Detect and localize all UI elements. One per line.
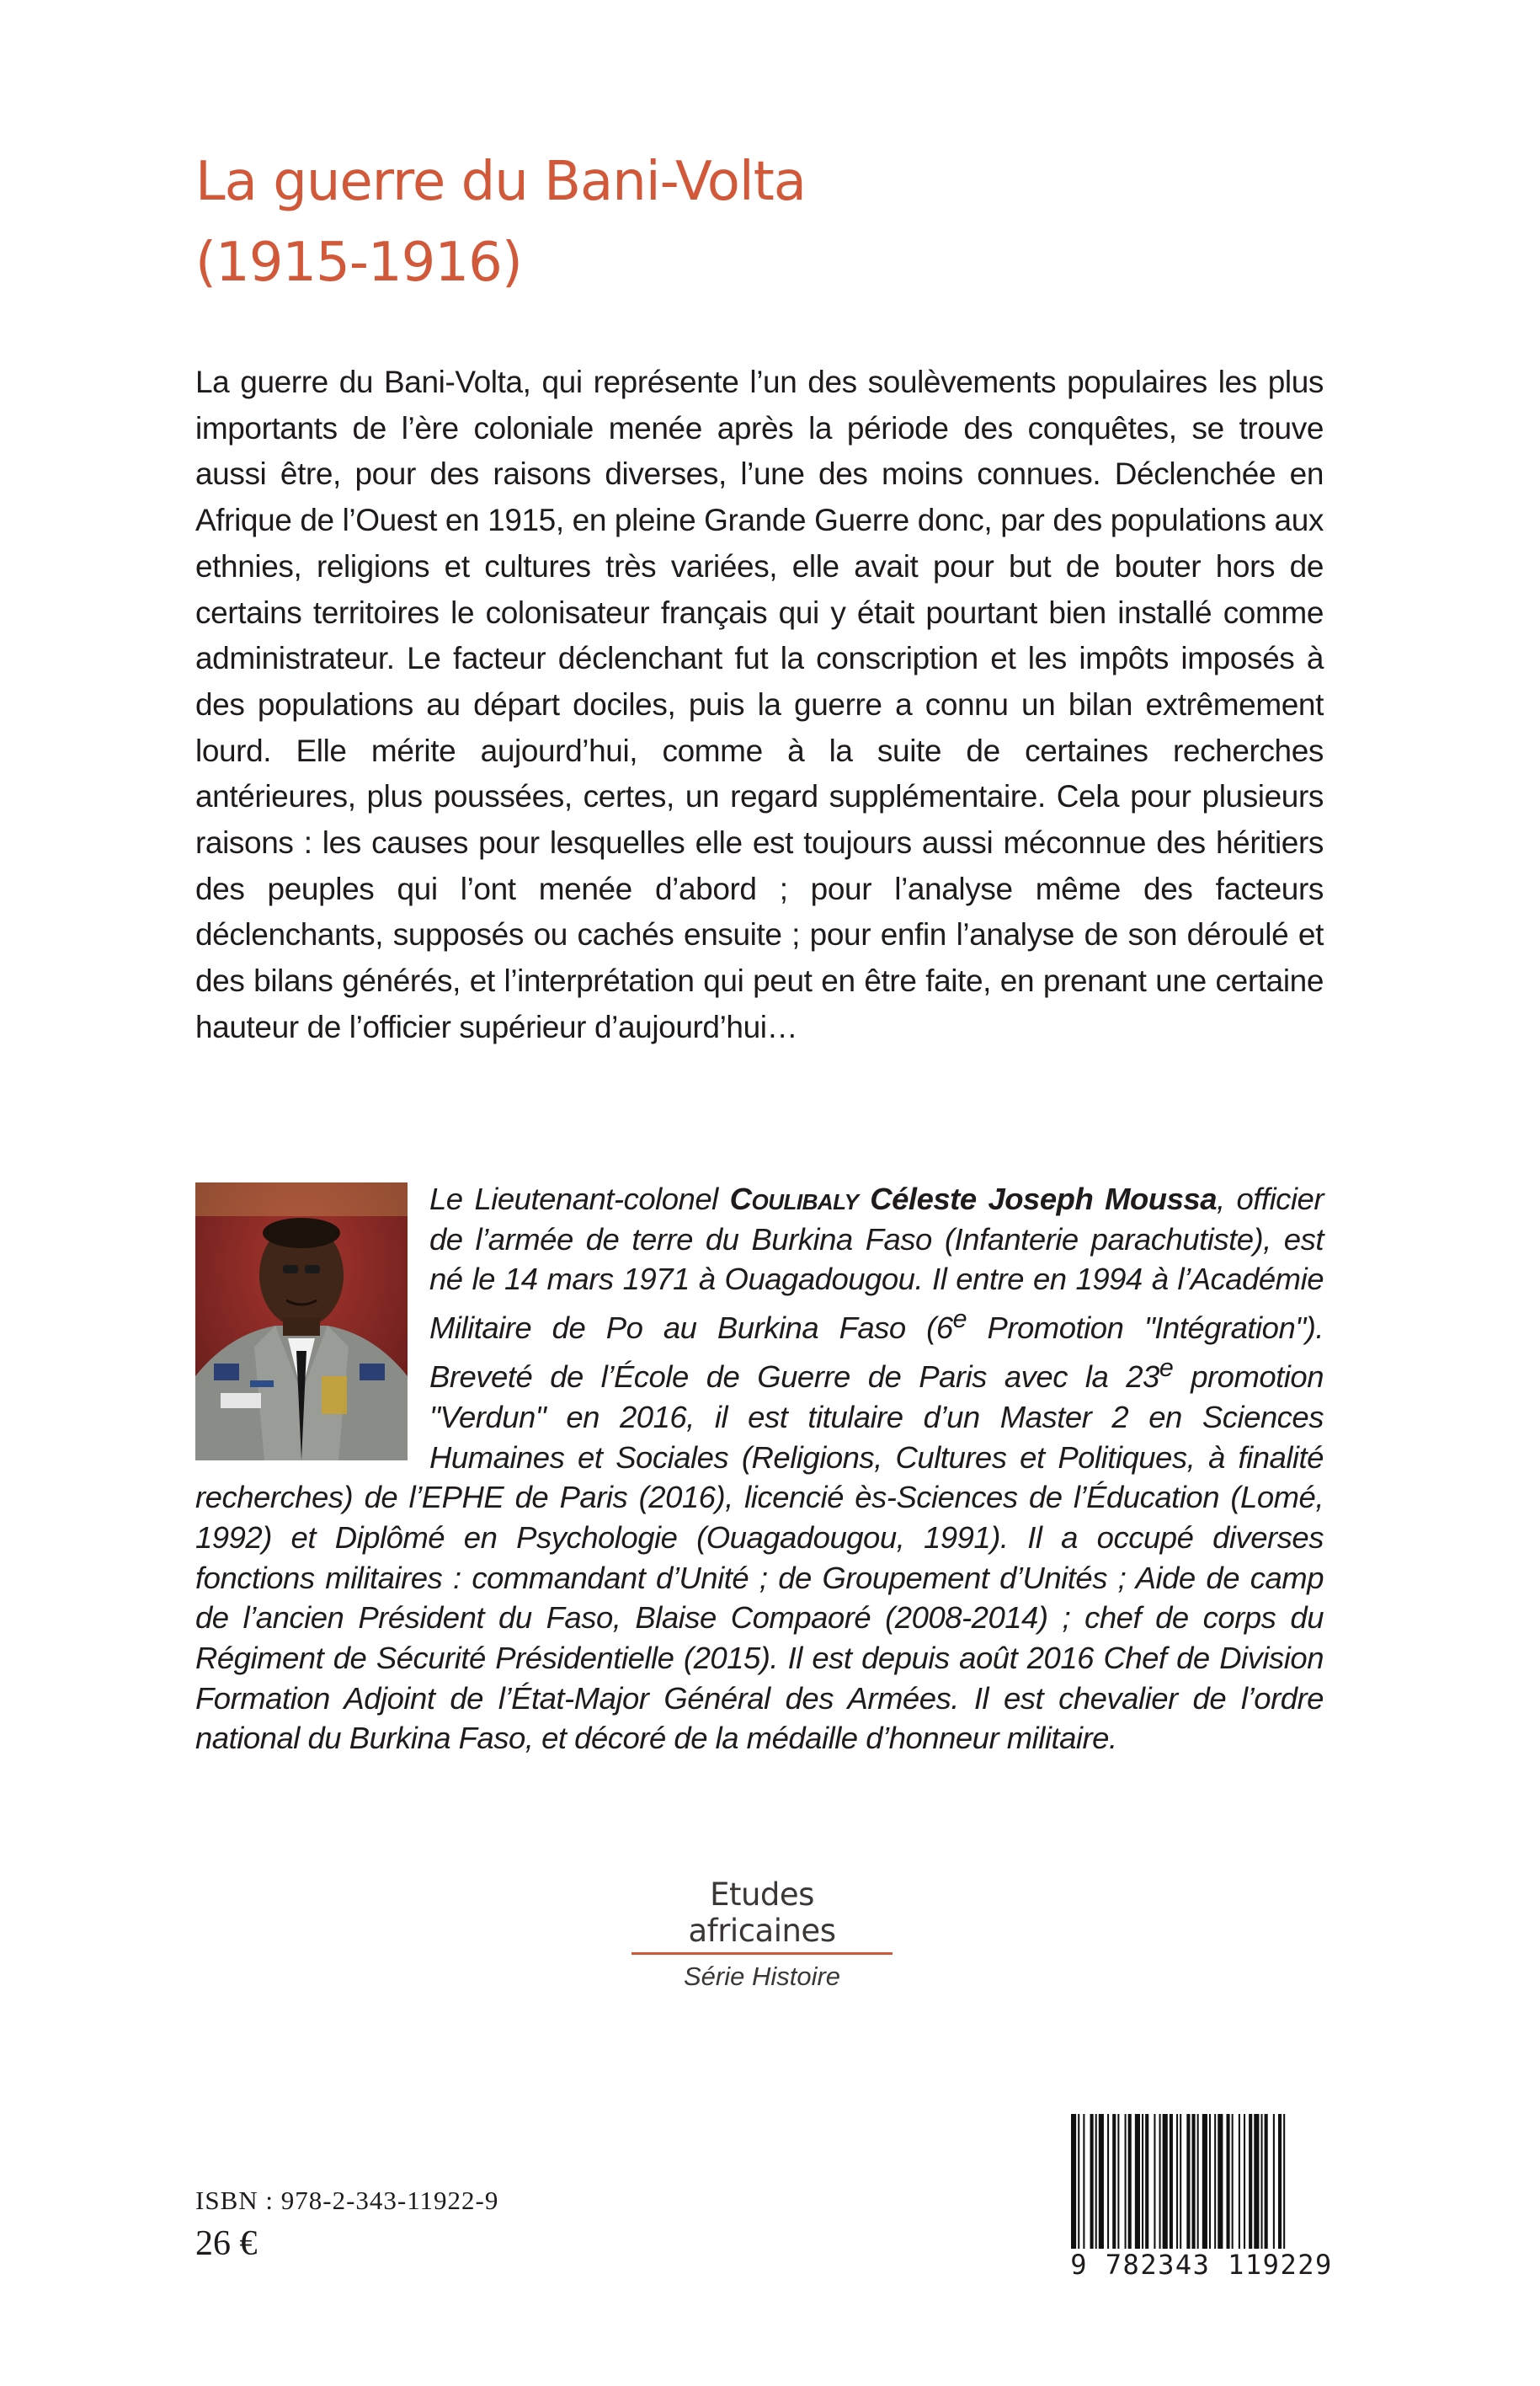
barcode-bar	[1135, 2114, 1140, 2249]
barcode-bar	[1142, 2114, 1143, 2249]
barcode-bar	[1154, 2114, 1155, 2249]
barcode-bar	[1071, 2114, 1076, 2249]
series-subseries: Série Histoire	[683, 1962, 841, 1991]
book-title	[195, 141, 1290, 303]
barcode-bar	[1232, 2114, 1234, 2249]
barcode-bar	[1197, 2114, 1199, 2249]
barcode-bar	[1128, 2114, 1132, 2249]
barcode-bar	[1273, 2114, 1275, 2249]
bio-text-part-1: , officier de l’armée de terre du Burkina Faso (Infanterie parachutiste), est né le 14 mars 1971 à Ouagadougou. Il entre en 1994 à l’Académie Militaire de Po au Burkina Faso (6	[429, 1182, 1324, 1346]
barcode-bar	[1180, 2114, 1181, 2249]
bio-superscript-1: e	[952, 1305, 967, 1334]
barcode-bar	[1176, 2114, 1178, 2249]
bio-text-part-2: Promotion "Intégration"). Breveté de l’École de Guerre de Paris avec la 23	[429, 1310, 1324, 1395]
barcode-bar	[1249, 2114, 1252, 2249]
barcode-bar	[1099, 2114, 1104, 2249]
barcode-bar	[1095, 2114, 1097, 2249]
series-block	[631, 1876, 893, 1992]
barcode-bar	[1239, 2114, 1240, 2249]
barcode-bar	[1209, 2114, 1211, 2249]
author-portrait-photo	[195, 1182, 408, 1460]
barcode-bar	[1283, 2114, 1285, 2249]
barcode-bar	[1170, 2114, 1173, 2249]
barcode-bar	[1261, 2114, 1263, 2249]
series-divider	[631, 1952, 893, 1955]
barcode-bar	[1125, 2114, 1127, 2249]
barcode-bar	[1254, 2114, 1259, 2249]
barcode	[1064, 2106, 1339, 2291]
bio-superscript-2: e	[1159, 1353, 1174, 1382]
barcode-bar	[1117, 2114, 1119, 2249]
barcode-bar	[1107, 2114, 1109, 2249]
author-surname: Coulibaly	[729, 1182, 859, 1216]
barcode-bar	[1218, 2114, 1223, 2249]
barcode-digits: 9 782343 119229	[1070, 2249, 1333, 2281]
barcode-bar	[1163, 2114, 1168, 2249]
barcode-bar	[1278, 2114, 1282, 2249]
barcode-bar	[1265, 2114, 1268, 2249]
barcode-bar	[1078, 2114, 1079, 2249]
author-bio-block	[195, 1179, 1324, 1759]
barcode-bar	[1192, 2114, 1196, 2249]
barcode-bar	[1159, 2114, 1161, 2249]
book-title-line-1: La guerre du Bani-Volta	[195, 151, 806, 213]
barcode-bar	[1090, 2114, 1094, 2249]
barcode-bar	[1227, 2114, 1230, 2249]
series-name: Etudes africaines	[688, 1876, 836, 1949]
book-summary: La guerre du Bani-Volta, qui représente l’un des soulèvements populaires les plus importants de l’ère coloniale menée après la période des conquêtes, se trouve aussi être, pour des raisons diverses, l’une des moins connues. Déclenchée en Afrique de l’Ouest en 1915, en pleine Grande Guerre donc, par des populations aux ethnies, religions et cultures très variées, elle avait pour but de bouter hors de certains territoires le colonisateur français qui y était pourtant bien installé comme administrateur. Le facteur déclenchant fut la conscription et les impôts imposés à des populations au départ dociles, puis la guerre a connu un bilan extrêmement lourd. Elle mérite aujourd’hui, comme à la suite de certaines recherches antérieures, plus poussées, certes, un regard supplémentaire. Cela pour plusieurs raisons : les causes pour lesquelles elle est toujours aussi méconnue des héritiers des peuples qui l’ont menée d’abord ; pour l’analyse même des facteurs déclenchants, supposés ou cachés ensuite ; pour enfin l’analyse de son déroulé et des bilans générés, et l’interprétation qui peut en être faite, en prenant une certaine hauteur de l’officier supérieur d’aujourd’hui…	[195, 365, 1324, 1044]
barcode-bars	[1071, 2114, 1332, 2249]
barcode-bar	[1145, 2114, 1148, 2249]
bio-text-part-3: promotion "Verdun" en 2016, il est titulaire d’un Master 2 en Sciences Humaines et Sociales (Religions, Cultures et Politiques, à finalité recherches) de l’EPHE de Paris (2016), licencié ès-Sciences de l’Éducation (Lomé, 1992) et Diplômé en Psychologie (Ouagadougou, 1991). Il a occupé diverses fonctions militaires : commandant d’Unité ; de Groupement d’Unités ; Aide de camp de l’ancien Président du Faso, Blaise Compaoré (2008-2014) ; chef de corps du Régiment de Sécurité Présidentielle (2015). Il est depuis août 2016 Chef de Division Formation Adjoint de l’État-Major Général des Armées. Il est chevalier de l’ordre national du Burkina Faso, et décoré de la médaille d’honneur militaire.	[195, 1359, 1324, 1756]
bio-intro: Le Lieutenant-colonel	[429, 1182, 730, 1216]
barcode-bar	[1202, 2114, 1207, 2249]
barcode-bar	[1083, 2114, 1084, 2249]
barcode-bar	[1244, 2114, 1245, 2249]
author-given-names: Céleste Joseph Moussa	[858, 1182, 1217, 1216]
isbn-label: ISBN : 978-2-343-11922-9	[195, 2186, 499, 2215]
price-label: 26 €	[195, 2224, 258, 2263]
barcode-bar	[1112, 2114, 1116, 2249]
book-title-line-2: (1915-1916)	[195, 232, 522, 294]
barcode-bar	[1186, 2114, 1190, 2249]
barcode-bar	[1214, 2114, 1216, 2249]
